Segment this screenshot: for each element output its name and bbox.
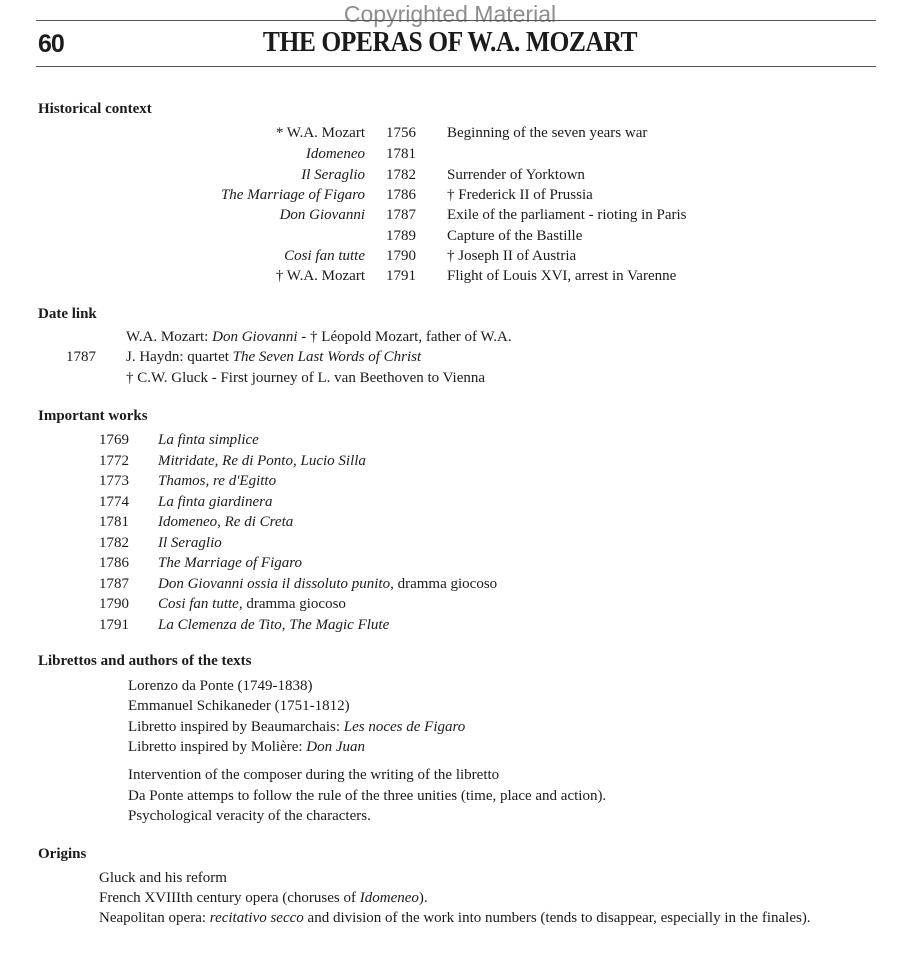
timeline-year: 1789 [386,228,416,244]
timeline-left: Cosi fan tutte [284,248,365,264]
work-year: 1772 [99,453,129,469]
origins-line: Neapolitan opera: recitativo secco and division of the work into numbers (tends to disappear, especially in the finales). [99,910,811,926]
section-heading-origins: Origins [38,846,87,862]
copyright-watermark: Copyrighted Material [343,1,557,27]
timeline-event: Flight of Louis XVI, arrest in Varenne [447,268,677,284]
timeline-event: Beginning of the seven years war [447,125,648,141]
work-title: Cosi fan tutte, dramma giocoso [158,596,346,612]
work-title: Don Giovanni ossia il dissoluto punito, dramma giocoso [158,576,498,592]
work-year: 1781 [99,514,129,530]
libretto-note: Psychological veracity of the characters. [128,808,371,824]
page-title: THE OPERAS OF W.A. MOZART [262,26,638,58]
timeline-year: 1787 [386,207,416,223]
work-year: 1782 [99,535,129,551]
timeline-event: Exile of the parliament - rioting in Paris [447,207,687,223]
work-title: Thamos, re d'Egitto [158,473,277,489]
timeline-year: 1781 [386,146,416,162]
timeline-event: † Joseph II of Austria [447,248,577,264]
timeline-left: Il Seraglio [301,167,365,183]
libretto-author: Lorenzo da Ponte (1749-1838) [128,678,313,694]
work-title: Il Seraglio [158,535,222,551]
libretto-author: Emmanuel Schikaneder (1751-1812) [128,698,350,714]
header-top-rule [36,20,876,21]
work-title: The Marriage of Figaro [158,555,303,571]
work-year: 1791 [99,617,129,633]
date-link-line: J. Haydn: quartet The Seven Last Words of Christ [126,349,422,365]
origins-line: Gluck and his reform [99,870,227,886]
timeline-event: Capture of the Bastille [447,228,583,244]
date-link-line: † C.W. Gluck - First journey of L. van Beethoven to Vienna [126,370,486,386]
work-title: Mitridate, Re di Ponto, Lucio Silla [158,453,366,469]
work-year: 1773 [99,473,129,489]
libretto-inspiration: Libretto inspired by Molière: Don Juan [128,739,366,755]
timeline-left: * W.A. Mozart [275,125,365,141]
timeline-left: Idomeneo [305,146,365,162]
timeline-year: 1756 [386,125,416,141]
work-year: 1787 [99,576,129,592]
timeline-year: 1782 [386,167,416,183]
work-title: La finta giardinera [158,494,273,510]
date-link-year: 1787 [66,349,96,365]
timeline-year: 1791 [386,268,416,284]
section-heading-librettos: Librettos and authors of the texts [38,653,252,669]
work-year: 1790 [99,596,129,612]
timeline-event: † Frederick II of Prussia [447,187,593,203]
work-year: 1786 [99,555,129,571]
libretto-note: Da Ponte attemps to follow the rule of the three unities (time, place and action). [128,788,607,804]
header-bottom-rule [36,66,876,67]
origins-line: French XVIIIth century opera (choruses of Idomeneo). [99,890,428,906]
work-title: La Clemenza de Tito, The Magic Flute [158,617,390,633]
timeline-left: Don Giovanni [279,207,365,223]
timeline-left: The Marriage of Figaro [220,187,365,203]
page-number: 60 [38,30,64,58]
section-heading-important-works: Important works [38,408,148,424]
libretto-note: Intervention of the composer during the writing of the libretto [128,767,500,783]
work-year: 1769 [99,432,129,448]
timeline-year: 1786 [386,187,416,203]
date-link-line: W.A. Mozart: Don Giovanni - † Léopold Mozart, father of W.A. [126,329,512,345]
timeline-year: 1790 [386,248,416,264]
work-year: 1774 [99,494,129,510]
libretto-inspiration: Libretto inspired by Beaumarchais: Les noces de Figaro [128,719,466,735]
section-heading-historical-context: Historical context [38,101,152,117]
section-heading-date-link: Date link [38,306,97,322]
work-title: Idomeneo, Re di Creta [158,514,294,530]
timeline-left: † W.A. Mozart [275,268,365,284]
timeline-event: Surrender of Yorktown [447,167,585,183]
work-title: La finta simplice [158,432,259,448]
